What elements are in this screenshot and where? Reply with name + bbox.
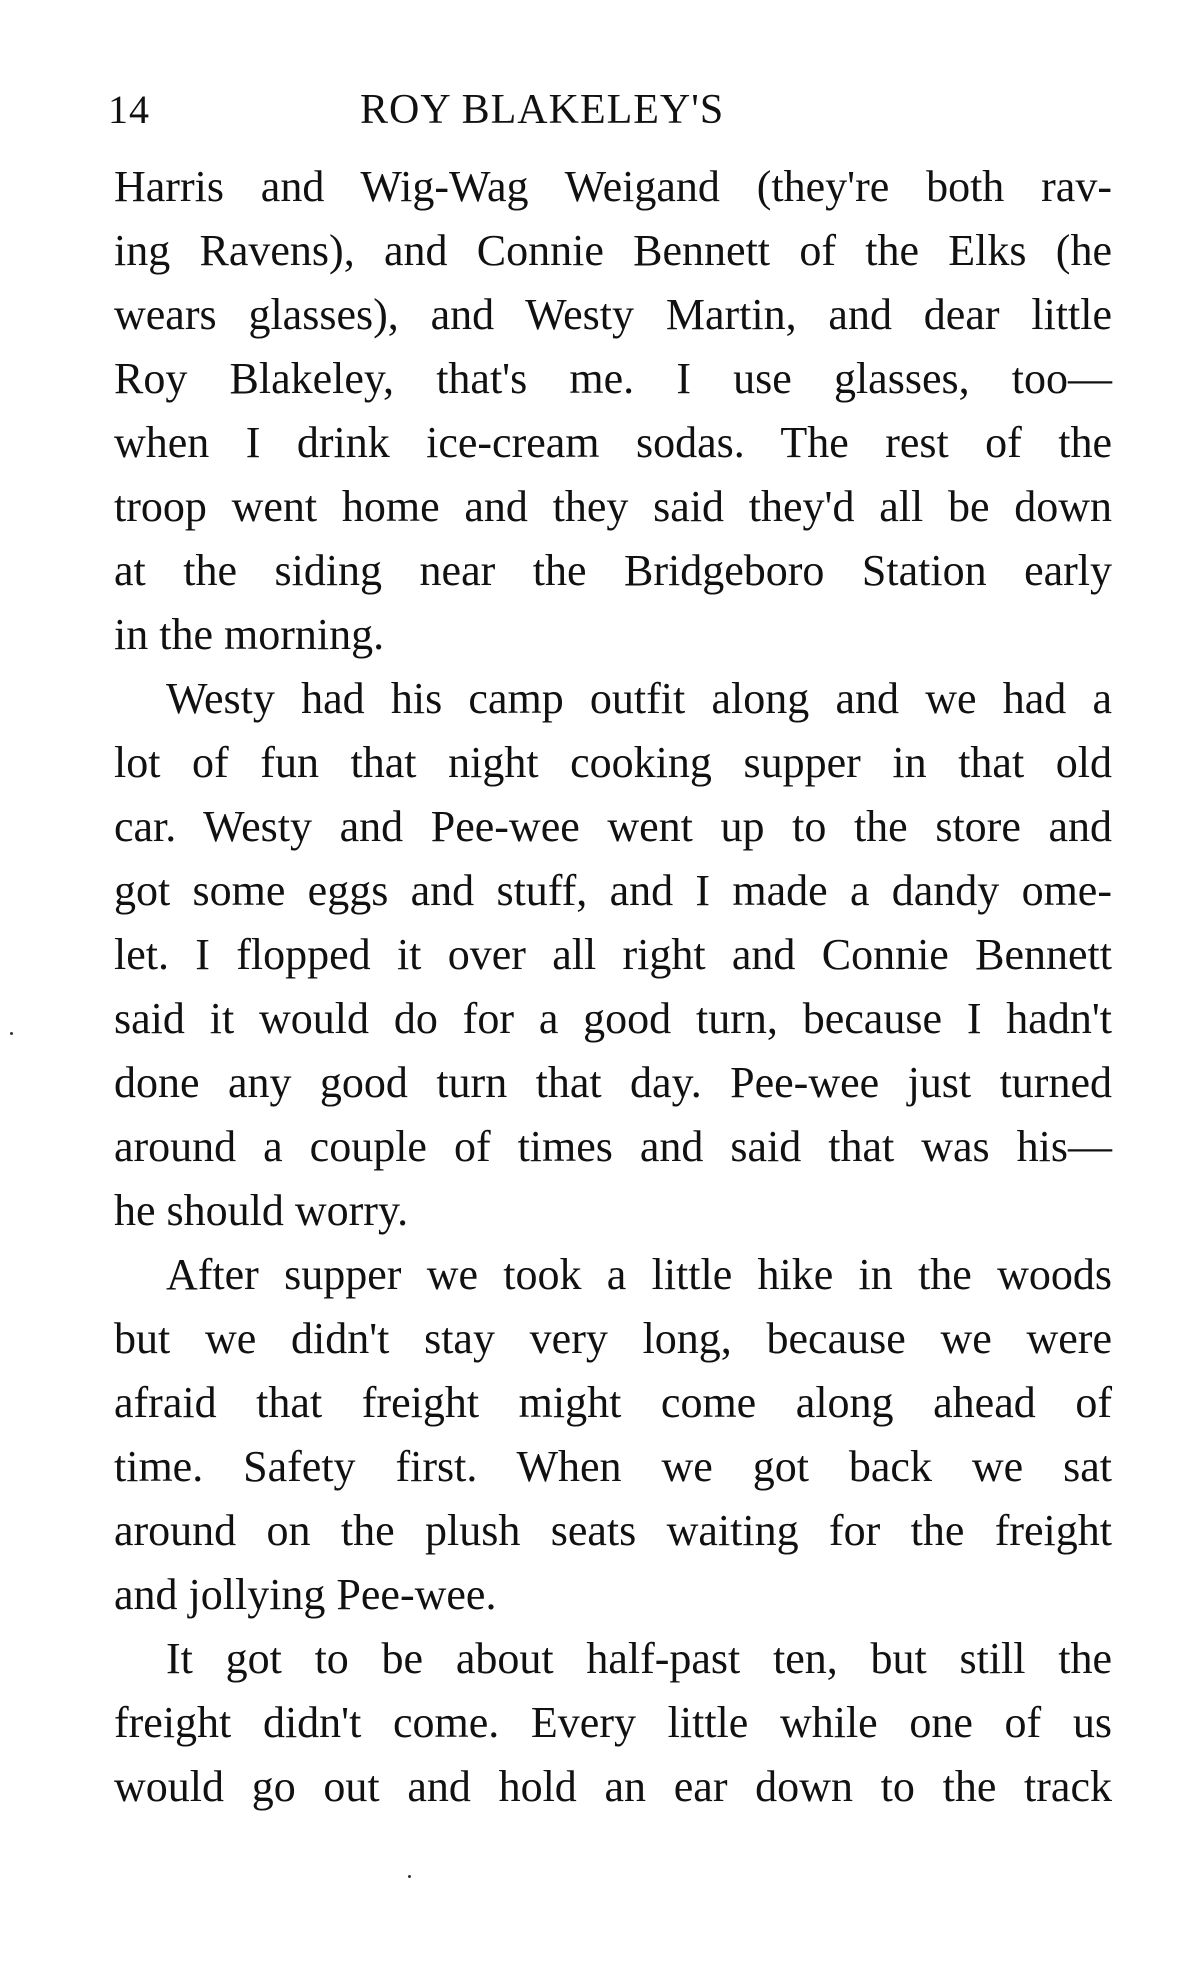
text-line: around a couple of times and said that was his— <box>114 1122 1112 1171</box>
text-line: wears glasses), and Westy Martin, and dear little <box>114 290 1112 339</box>
text-line: After supper we took a little hike in the woods <box>166 1250 1112 1299</box>
text-line: at the siding near the Bridgeboro Station early <box>114 546 1112 595</box>
text-line: let. I flopped it over all right and Connie Bennett <box>114 930 1112 979</box>
text-line: and jollying Pee-wee. <box>114 1570 497 1619</box>
paragraph-3 <box>114 1243 1112 1627</box>
text-line: lot of fun that night cooking supper in that old <box>114 738 1112 787</box>
text-line: time. Safety first. When we got back we sat <box>114 1442 1112 1491</box>
text-line: troop went home and they said they'd all be down <box>114 482 1112 531</box>
text-line: car. Westy and Pee-wee went up to the store and <box>114 802 1112 851</box>
text-line: It got to be about half-past ten, but still the <box>166 1634 1112 1683</box>
page-number: 14 <box>108 87 150 132</box>
text-line: afraid that freight might come along ahead of <box>114 1378 1112 1427</box>
text-line: got some eggs and stuff, and I made a dandy ome- <box>114 866 1112 915</box>
text-line: around on the plush seats waiting for the freight <box>114 1506 1112 1555</box>
scan-speck <box>408 1875 411 1878</box>
text-line: Harris and Wig-Wag Weigand (they're both rav- <box>114 162 1112 211</box>
text-line: Roy Blakeley, that's me. I use glasses, too— <box>114 354 1112 403</box>
text-line: in the morning. <box>114 610 385 659</box>
running-head: ROY BLAKELEY'S <box>360 87 725 133</box>
text-line: but we didn't stay very long, because we were <box>114 1314 1112 1363</box>
paragraph-2 <box>114 667 1112 1243</box>
text-line: Westy had his camp outfit along and we had a <box>166 674 1112 723</box>
paragraph-4 <box>114 1627 1112 1819</box>
scan-speck <box>10 1032 13 1035</box>
text-line: ing Ravens), and Connie Bennett of the Elks (he <box>114 226 1112 275</box>
text-line: said it would do for a good turn, because I hadn't <box>114 994 1112 1043</box>
paragraph-1 <box>114 155 1112 667</box>
text-line: would go out and hold an ear down to the track <box>114 1762 1112 1811</box>
text-line: freight didn't come. Every little while one of us <box>114 1698 1112 1747</box>
text-line: done any good turn that day. Pee-wee just turned <box>114 1058 1112 1107</box>
text-line: he should worry. <box>114 1186 409 1235</box>
text-line: when I drink ice-cream sodas. The rest of the <box>114 418 1112 467</box>
body-text <box>114 155 1112 1819</box>
